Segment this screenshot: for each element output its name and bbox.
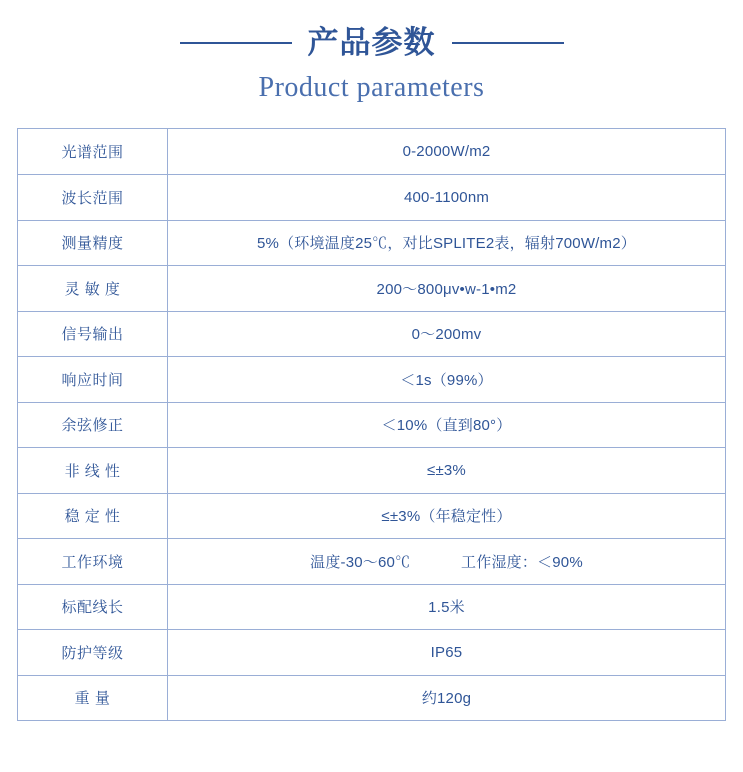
row-value: ＜1s（99%） (168, 357, 726, 403)
row-value: IP65 (168, 630, 726, 676)
row-value: ＜10%（直到80°） (168, 402, 726, 448)
parameters-table (18, 129, 725, 721)
row-value: 0-2000W/m2 (168, 129, 726, 175)
row-value: ≤±3%（年稳定性） (168, 493, 726, 539)
table-row (18, 175, 725, 221)
table-row (18, 539, 725, 585)
row-value: 1.5米 (168, 584, 726, 630)
table-row (18, 266, 725, 312)
page-header (0, 0, 743, 104)
title-row (0, 26, 743, 60)
row-label: 标配线长 (18, 584, 168, 630)
row-label: 光谱范围 (18, 129, 168, 175)
row-label: 灵 敏 度 (18, 266, 168, 312)
table-row (18, 357, 725, 403)
table-row (18, 311, 725, 357)
row-value: 0～200mv (168, 311, 726, 357)
row-label: 非 线 性 (18, 448, 168, 494)
table-row (18, 584, 725, 630)
table-row (18, 493, 725, 539)
table-row (18, 675, 725, 721)
row-value: 5%（环境温度25℃，对比SPLITE2表，辐射700W/m2） (168, 220, 726, 266)
row-value: 400-1100nm (168, 175, 726, 221)
row-label: 工作环境 (18, 539, 168, 585)
row-value (168, 539, 726, 585)
row-label: 测量精度 (18, 220, 168, 266)
row-value: 200～800μv•w-1•m2 (168, 266, 726, 312)
row-label: 稳 定 性 (18, 493, 168, 539)
row-label: 响应时间 (18, 357, 168, 403)
row-label: 防护等级 (18, 630, 168, 676)
table-row (18, 220, 725, 266)
row-label: 余弦修正 (18, 402, 168, 448)
page-title-en: Product parameters (258, 72, 485, 104)
row-value-part-2: 工作湿度：＜90% (461, 553, 583, 571)
title-rule-left (180, 42, 292, 44)
parameters-table-wrapper (17, 128, 726, 721)
row-value-part-1: 温度-30～60℃ (310, 553, 411, 571)
row-label: 信号输出 (18, 311, 168, 357)
title-rule-right (452, 42, 564, 44)
row-label: 重 量 (18, 675, 168, 721)
table-row (18, 448, 725, 494)
row-value: ≤±3% (168, 448, 726, 494)
table-row (18, 402, 725, 448)
page-title-cn: 产品参数 (307, 25, 436, 60)
table-row (18, 630, 725, 676)
parameters-table-body (18, 129, 725, 721)
table-row (18, 129, 725, 175)
row-value: 约120g (168, 675, 726, 721)
row-label: 波长范围 (18, 175, 168, 221)
